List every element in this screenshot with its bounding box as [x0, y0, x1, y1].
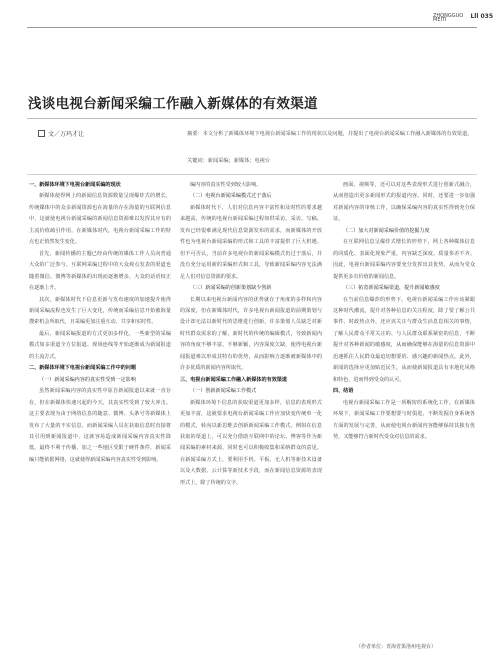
subsection-heading: （二）电视台新闻采编模式过于落后 [190, 193, 272, 200]
square-icon [38, 130, 45, 137]
title-rule [27, 118, 477, 119]
author-text: 文／万玛才让 [48, 131, 85, 138]
author-line [38, 129, 84, 138]
column-3 [333, 180, 475, 620]
paragraph: 最后，新闻采编报道的方式更加多样化，一些新型的采编模式如多渠道全方位报道、现场连线等开始逐渐成为新闻报道的主流方式。 [29, 330, 171, 360]
keywords: 关键词：新闻采编；新媒体；电视台 [187, 158, 271, 164]
section-heading: 一、新媒体环境下电视台新闻采编的现状 [29, 182, 121, 188]
paragraph: 画面、视频等，还可以对这些表现形式进行创新式融合，从而创造出更多新闻形式的报道内容。同时，还要进一步加强对新闻内容的审核工作，以确保采编内容的真实性得到充分保证。 [333, 182, 475, 223]
paragraph: 新媒体时代下，人们对信息内容丰富性和及时性的要求越来越高，传统的电视台新闻采编过程如供采访、采访、写稿、发布已经很难满足现代信息资源发布的需求，而新媒体的开放性也为电视台新闻采编的形式和工具的丰富提供了巨大机遇。但不可否认，当前许多电视台的新闻采编模式仍过于落后，并没有充分运用新的采编形式和工具，导致新闻采编内容无法满足人们对信息资源的要求。 [180, 204, 322, 280]
subsection-heading: （一）创新新闻采编工作模式 [190, 388, 257, 395]
paragraph: 虽然新闻采编内容的真实性中原自新闻报道以来就一直存在，但在新媒体快速兴起的今天，其真实性受到了较大冲击。这主要表现为由于网络信息的随意、微博、头条号等新媒体上发布了大量的不实信息，而新闻采编人员在获取信息时直接将其引用到新闻报道中，这就容易造成新闻采编内容真实性降低，最终不利于传播，加之一些地区受限于硬件条件，新闻采编只能依据网络，这就使得新闻采编内容真实性受到影响。 [29, 388, 171, 463]
subsection-heading: （一）新闻采编内容的真实性受到一定影响 [39, 376, 136, 383]
paragraph: 在当前信息爆炸的形势下，电视台新闻采编工作应该紧跟这种时代潮流，提升对各种信息的关注程度，除了要了解公共事件、时政热点外，还应该关注与群众生活息息相关的事情，了解人民群众平常关注的、与人民群众联系紧密的信息，不断提升对各种新闻的敏感度，从而确保能够在海量的信息资源中迅速抓住人民群众最迫切想要的、感兴趣的新闻热点。此外，新闻的选择应更加贴近民生，从而使新闻报道具有本地化风格和特色，进而得到受众的认可。 [333, 296, 475, 383]
subsection-heading: （三）拓宽新闻采编渠道，提升新闻敏感度 [343, 285, 440, 292]
paragraph: 新媒体使得网上的新闻信息资源数量呈现爆炸式的增长，传统媒体中的众多新闻资源也在海量的存在海量的互联网信息中，这就使电视台新闻采编的新闻信息资源难以发挥其应有的主流价值疏引作用。在新媒体时代，电视台新闻采编工作的特点也正悄然发生变化。 [29, 193, 171, 246]
paragraph: 长期以来电视台新闻内容的优势就在于角度的多样和内容的深度，但在新媒体时代，许多电视台新闻报道的前期策划与设计却无法以新时代的思维进行创新，许多策划人员缺乏对新时代群众需求的了解，新时代的传统的编辑模式，导致新闻内容的角度不够丰富、不够新颖，内容深度欠缺，使得电视台新闻报道难以形成其特有的优势，从而影响力逐渐被新媒体中的许多优质的新闻内容所取代。 [180, 296, 322, 372]
subsection-heading: （二）加大对新闻采编价值的挖掘力度 [343, 227, 430, 234]
abstract-rule [27, 174, 477, 175]
magazine-name: ZHONGGUO MEITI [433, 13, 464, 23]
paragraph: 电视台新闻采编工作是一项解密的系统化工作。在新媒体环境下，新闻采编工作要想要与时俱进，不断发掘自身系统各方面的发展与完善，从而使电视台新闻内容能够保持其独有优势，又能够符合新时代受众对信息的需求。 [333, 399, 475, 440]
paragraph: 新媒体环境下信息的获取渠道更加多样，信息的表现形式更加丰富，这就要求电视台新闻采编工作应加快变传统单一化的模式，转向以新思维去创新新闻采编工作模式。例如在信息获取的渠道上，可以充分借助互联网中的论坛、博客等作为新闻采编的素材来源，同时也可以积极收集和采纳群众的意见。在新闻采编方式上，要利用手机、平板、无人机等新技术设备以及大数据、云计算等新技术手段，而在新闻信息资源的表现形式上，除了传统的文字、 [180, 399, 322, 486]
subsection-heading: （三）新闻采编的创新策划缺少创新 [190, 285, 272, 292]
section-heading: 二、新媒体环境下电视台新闻采编工作中的问题 [29, 365, 136, 372]
author-affiliation: （作者单位：青海省果洛州电视台） [356, 644, 437, 650]
abstract: 摘要：本文分析了新媒体环境下电视台新闻采编工作的现状以及问题，并提出了电视台新闻采编工作融入新媒体的有效渠道。 [187, 131, 473, 137]
section-heading: 四、结语 [333, 388, 354, 395]
column-2 [180, 180, 322, 620]
header-rule [27, 27, 477, 28]
paragraph: 其次，新媒体时代下信息更新与发布速度的加速提升使得新闻采编流程也发生了巨大变化，传统而采编信息开始被海量搜索机会所取代，且采编更加注重互动、共享和实时性。 [29, 296, 171, 326]
paragraph: 编内容的真实性受到较大影响。 [190, 182, 262, 188]
paragraph: 首先，新闻传播的主题已经由传统的媒体工作人员向普通大众的广泛参与。互联网采编过程中的大众观点发表的渠道也随着微信、微博等新媒体的出现而逐渐增多，大众的话语权正在逐渐上升。 [29, 250, 171, 292]
article-title: 浅谈电视台新闻采编工作融入新媒体的有效渠道 [28, 96, 318, 112]
paragraph: 在互联网信息呈爆炸式增长的形势下，网上各种媒体信息的同质化、表面化现象严重，内容缺乏深度、质量参差不齐。因此，电视台新闻采编内容要充分发挥出其优势，从而为受众提供更多有价值的新闻信息。 [333, 239, 475, 280]
column-1 [29, 180, 171, 620]
page-number: Lll 035 [470, 13, 493, 20]
section-heading: 三、电视台新闻采编工作融入新媒体的有效渠道 [180, 376, 287, 383]
